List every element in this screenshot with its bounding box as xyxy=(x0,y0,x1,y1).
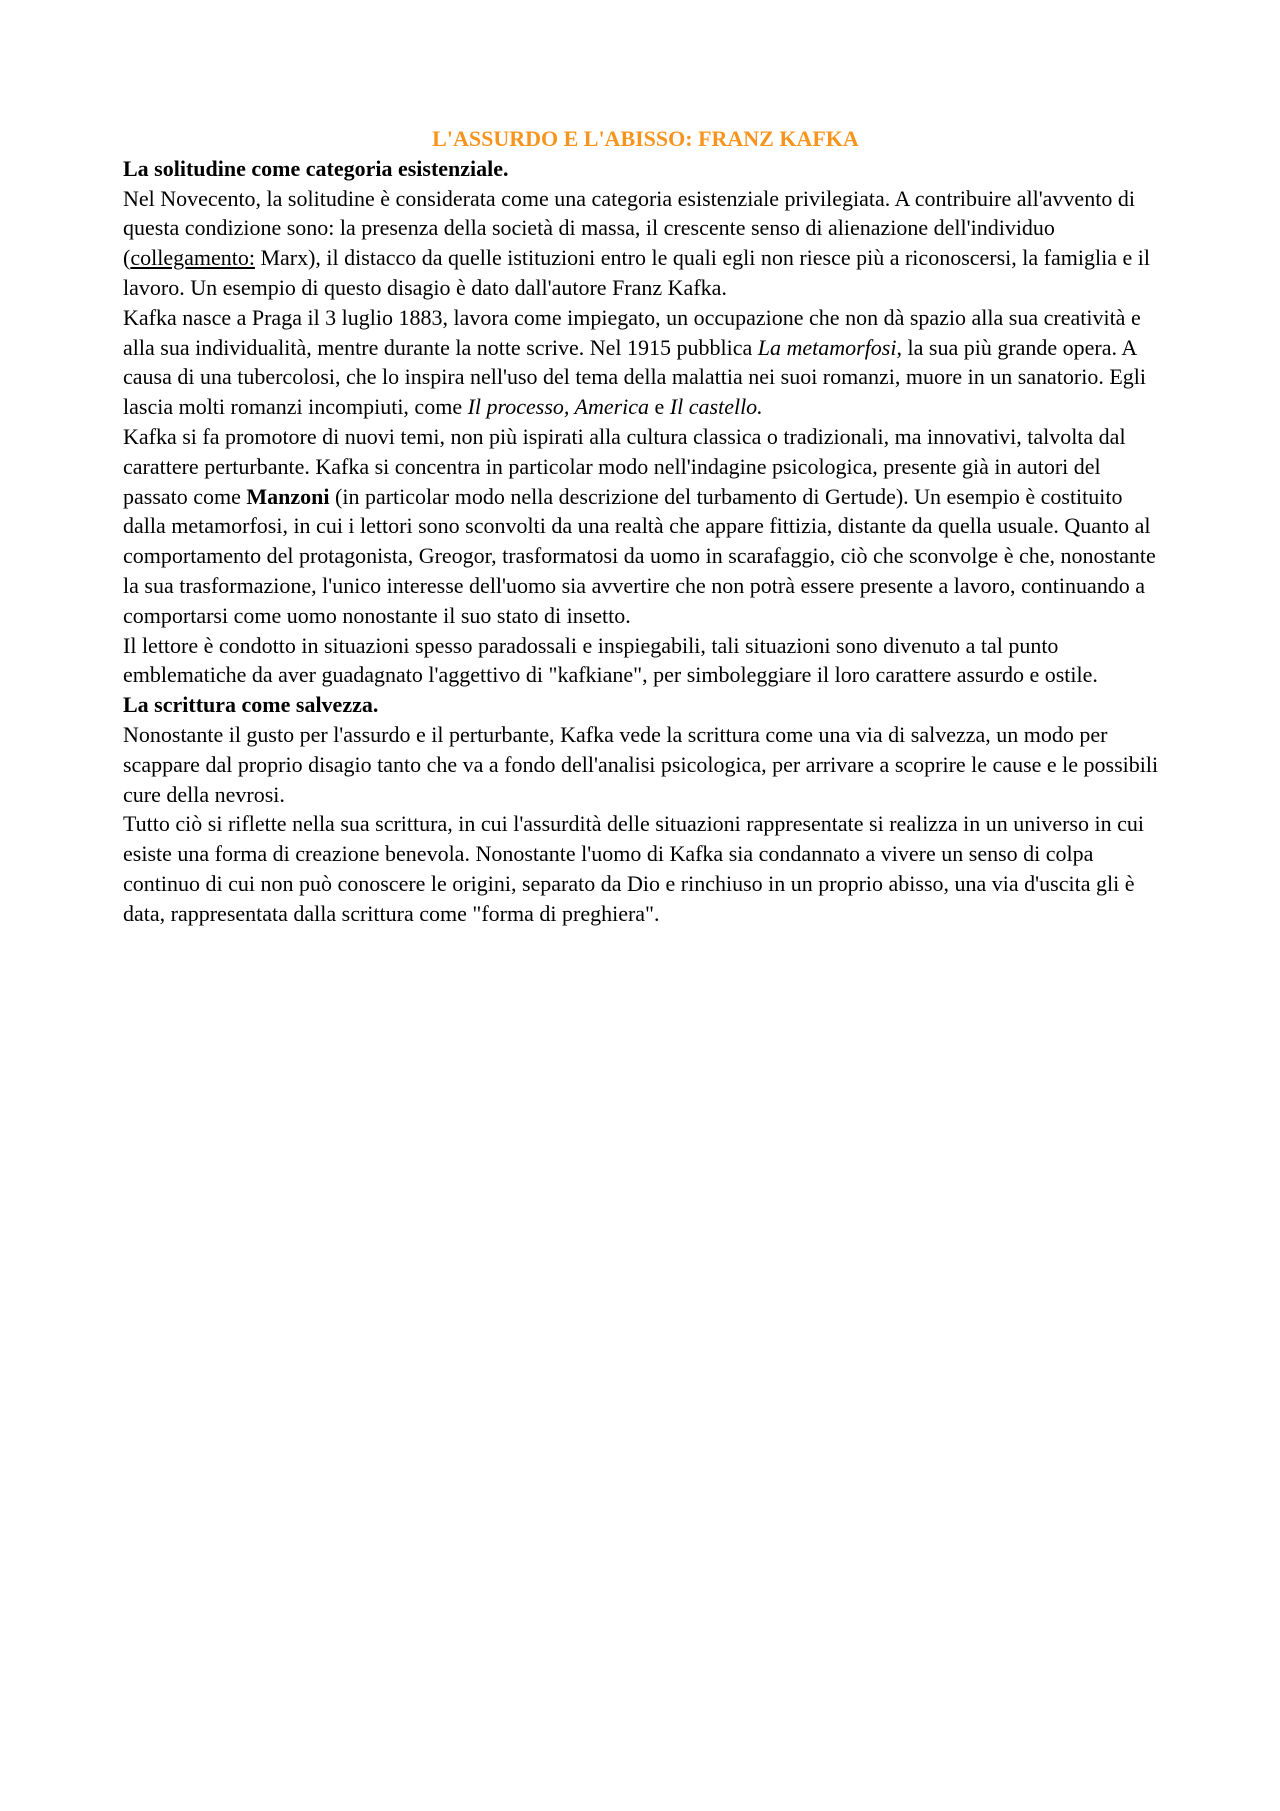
work-title-metamorfosi: La metamorfosi xyxy=(757,334,897,360)
paragraph-novecento xyxy=(123,184,1168,303)
paragraph-preghiera: Tutto ciò si riflette nella sua scrittura, in cui l'assurdità delle situazioni rappresentate si realizza in un universo in cui esiste una forma di creazione benevola. Nonostante l'uomo di Kafka sia condannato a vivere un senso di colpa continuo di cui non può conoscere le origini, separato da Dio e rinchiuso in un proprio abisso, una via d'uscita gli è data, rappresentata dalla scrittura come "forma di preghiera". xyxy=(123,811,1144,926)
text-run: Marx), il distacco da quelle istituzioni entro le quali egli non riesce più a riconoscersi, la famiglia e il lavoro. Un esempio di questo disagio è dato dall'autore Franz Kafka. xyxy=(123,245,1150,300)
document-title: L'ASSURDO E L'ABISSO: FRANZ KAFKA xyxy=(432,126,859,151)
work-title-processo-america: Il processo, America xyxy=(467,394,650,420)
paragraph-biografia xyxy=(123,303,1168,422)
paragraph-kafkiane: Il lettore è condotto in situazioni spesso paradossali e inspiegabili, tali situazioni sono divenuto a tal punto emblematiche da aver guadagnato l'aggettivo di "kafkiane", per simboleggiare il loro carattere assurdo e ostile. xyxy=(123,632,1098,688)
work-title-castello: Il castello. xyxy=(669,394,763,420)
text-run: Kafka si fa promotore di nuovi temi, non più ispirati alla cultura classica o tradizionali, ma innovativi, talvolta dal carattere perturbante. Kafka si concentra in particolar modo nell'indagine psicologica, presente già in autori del passato come xyxy=(123,423,1126,509)
text-run: , la sua più grande opera. A causa di una tubercolosi, che lo inspira nell'uso del tema della malattia nei suoi romanzi, muore in un sanatorio. Egli lascia molti romanzi incompiuti, come xyxy=(123,334,1147,420)
text-run: (in particolar modo nella descrizione del turbamento di Gertude). Un esempio è costituito dalla metamorfosi, in cui i lettori sono sconvolti da una realtà che appare fittizia, distante da quella usuale. Quanto al comportamento del protagonista, Greogor, trasformatosi da uomo in scarafaggio, ciò che sconvolge è che, nonostante la sua trasformazione, l'unico interesse dell'uomo sia avvertire che non potrà essere presente a lavoro, continuando a comportarsi come uomo nonostante il suo stato di insetto. xyxy=(123,483,1156,628)
text-run: Kafka nasce a Praga il 3 luglio 1883, lavora come impiegato, un occupazione che non dà spazio alla sua creatività e alla sua individualità, mentre durante la notte scrive. Nel 1915 pubblica xyxy=(123,304,1141,360)
author-name-manzoni: Manzoni xyxy=(246,483,330,509)
text-run: e xyxy=(649,394,670,420)
section-heading-solitudine: La solitudine come categoria esistenziale. xyxy=(123,155,509,181)
text-run: Nel Novecento, la solitudine è considerata come una categoria esistenziale privilegiata. A contribuire all'avvento di questa condizione sono: la presenza della società di massa, il crescente senso di alienazione dell'individuo ( xyxy=(123,185,1135,271)
paragraph-temi xyxy=(123,422,1168,631)
collegamento-link: collegamento: xyxy=(130,245,255,271)
section-heading-scrittura: La scrittura come salvezza. xyxy=(123,692,379,718)
paragraph-salvezza: Nonostante il gusto per l'assurdo e il perturbante, Kafka vede la scrittura come una via di salvezza, un modo per scappare dal proprio disagio tanto che va a fondo dell'analisi psicologica, per arrivare a scoprire le cause e le possibili cure della nevrosi. xyxy=(123,721,1159,807)
document-page xyxy=(123,124,1168,929)
